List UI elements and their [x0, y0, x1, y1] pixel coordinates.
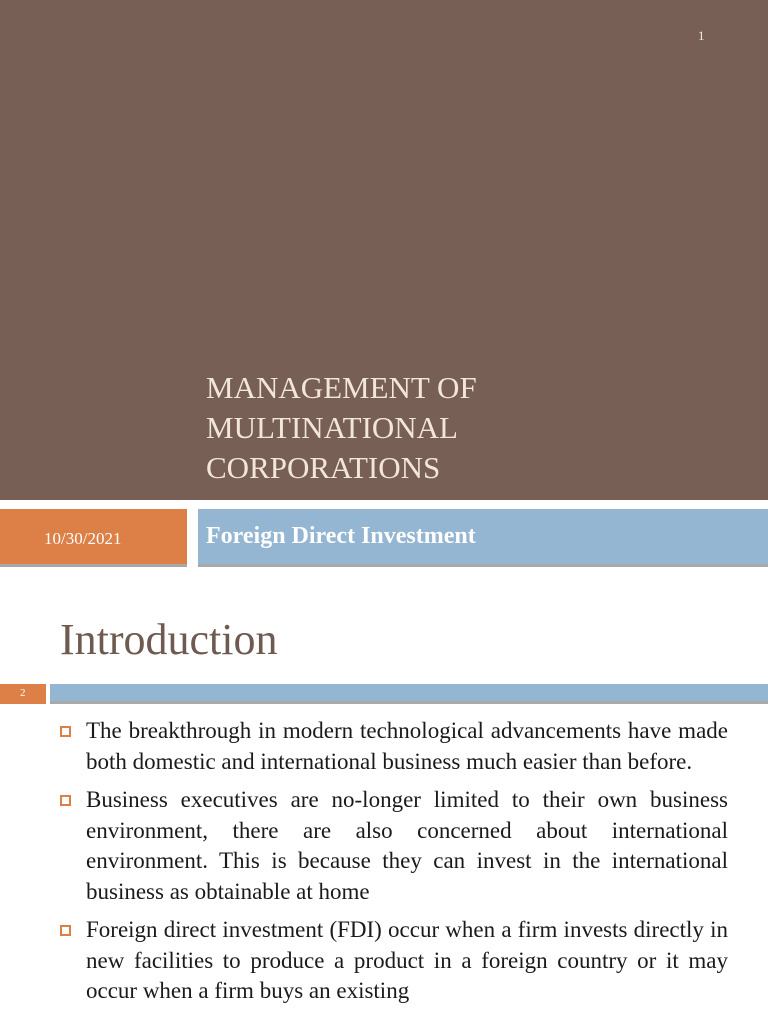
date-banner: [0, 509, 187, 567]
slide-number: 2: [20, 687, 26, 699]
list-item: [60, 915, 728, 1007]
title-line-1: MANAGEMENT OF: [206, 370, 477, 405]
bullet-text: The breakthrough in modern technological advancements have made both domestic and international business much easier than before.: [86, 718, 728, 774]
slide-date: 10/30/2021: [44, 529, 122, 548]
slide-number: 1: [698, 28, 705, 43]
bullet-list: [60, 716, 728, 1015]
square-bullet-icon: [60, 726, 71, 737]
bullet-text: Foreign direct investment (FDI) occur when a firm invests directly in new facilities to produce a product in a foreign country or it may occur when a firm buys an existing: [86, 917, 728, 1003]
slide-title: [206, 368, 666, 488]
title-line-3: CORPORATIONS: [206, 450, 441, 485]
list-item: [60, 785, 728, 907]
title-slide: [0, 0, 768, 500]
square-bullet-icon: [60, 795, 71, 806]
header-accent-bar: [50, 684, 768, 704]
intro-slide-title: Introduction: [60, 615, 278, 664]
slide-number-badge: [0, 684, 46, 704]
bullet-text: Business executives are no-longer limited to their own business environment, there are also concerned about international environment. This is because they can invest in the international business as obtainable at home: [86, 787, 728, 904]
square-bullet-icon: [60, 925, 71, 936]
list-item: [60, 716, 728, 777]
title-line-2: MULTINATIONAL: [206, 410, 458, 445]
subtitle-banner: [198, 509, 768, 567]
slide-subtitle: Foreign Direct Investment: [206, 523, 476, 549]
